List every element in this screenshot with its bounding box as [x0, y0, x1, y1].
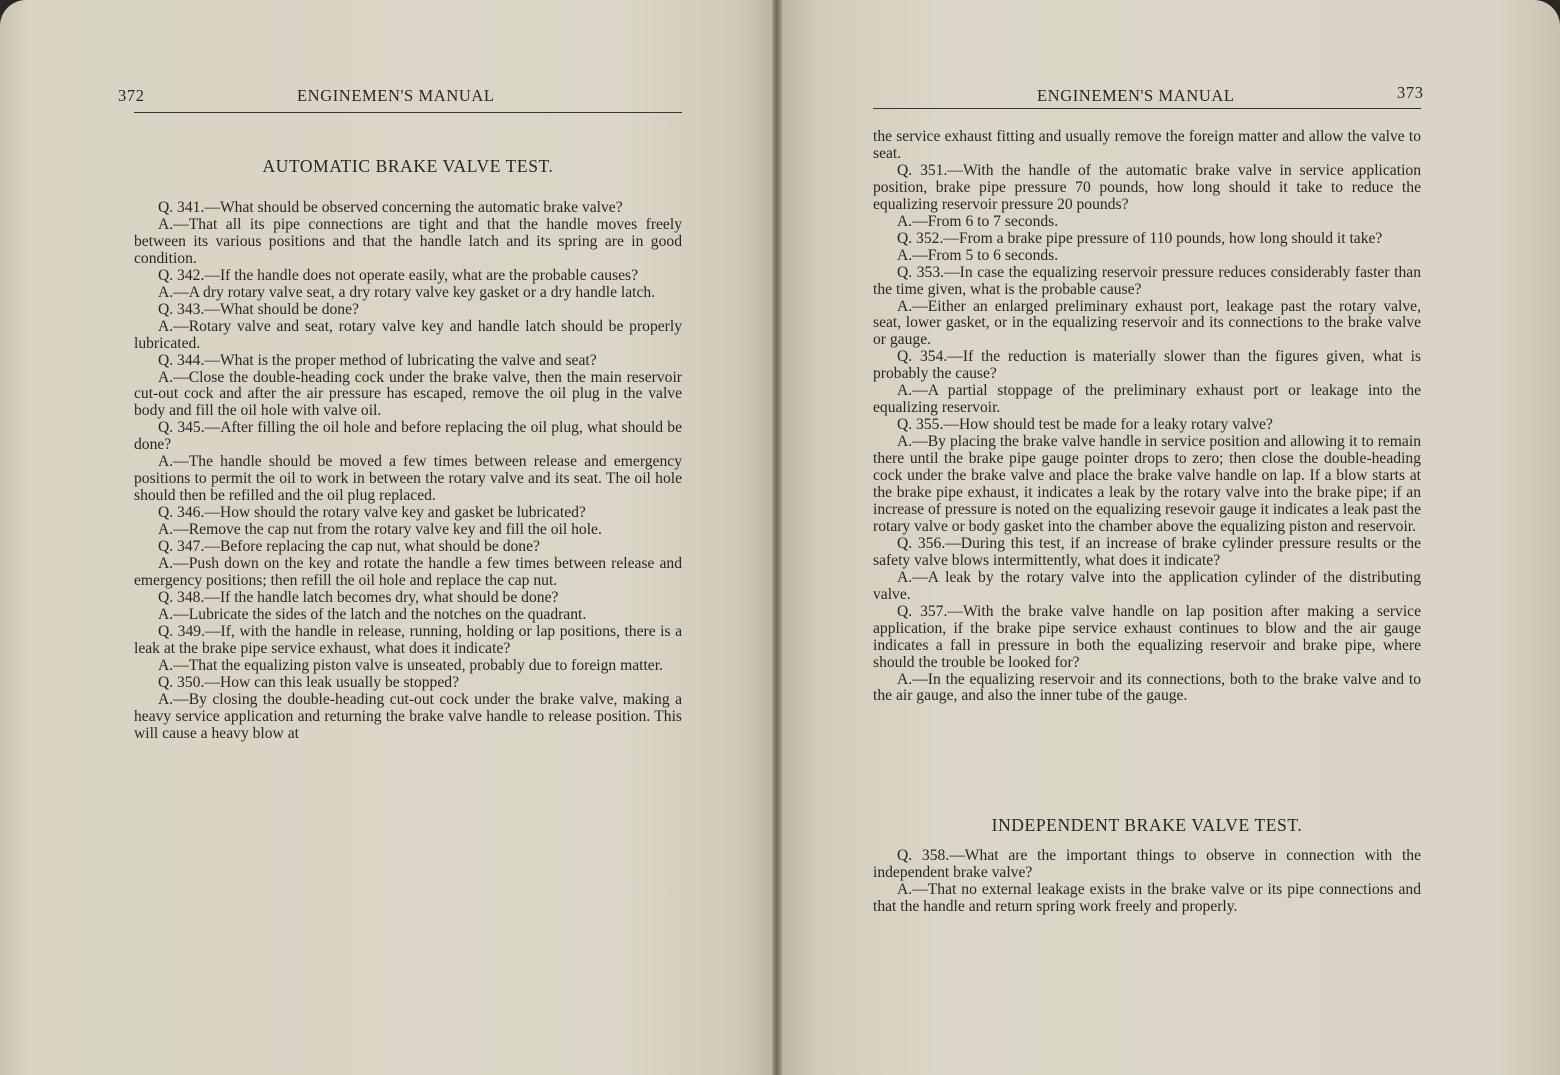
paragraph: Q. 347.—Before replacing the cap nut, what should be done?	[158, 538, 540, 556]
paragraph: Q. 351.—With the handle of the automatic brake valve in service application position, brake pipe pressure 70 pounds, how long should it take to reduce the equalizing reservoir pressure 20 pounds?	[873, 161, 1421, 213]
paragraph: A.—Close the double-heading cock under the brake valve, then the main reservoir cut-out cock and after the air pressure has escaped, remove the oil plug in the valve body and fill the oil hole with valve oil.	[134, 368, 682, 420]
right-body-text-bottom	[873, 848, 1421, 916]
right-page-number: 373	[1397, 83, 1424, 102]
left-section-title: AUTOMATIC BRAKE VALVE TEST.	[262, 156, 554, 176]
paragraph: Q. 349.—If, with the handle in release, running, holding or lap positions, there is a leak at the brake pipe service exhaust, what does it indicate?	[134, 622, 682, 657]
right-running-title: ENGINEMEN'S MANUAL	[1037, 86, 1235, 105]
paragraph: A.—By closing the double-heading cut-out cock under the brake valve, making a heavy service application and returning the brake valve handle to release position. This will cause a heavy blow at	[134, 690, 682, 742]
paragraph: Q. 353.—In case the equalizing reservoir pressure reduces considerably faster than the time given, what is the probable cause?	[873, 263, 1421, 298]
paragraph: Q. 357.—With the brake valve handle on lap position after making a service application, if the brake pipe service exhaust continues to blow and the air gauge indicates a fall in pressure in both the equalizing reservoir and brake pipe, where should the trouble be looked for?	[873, 602, 1421, 671]
paragraph: A.—In the equalizing reservoir and its connections, both to the brake valve and to the air gauge, and also the inner tube of the gauge.	[873, 670, 1421, 705]
paragraph: Q. 354.—If the reduction is materially slower than the figures given, what is probably the cause?	[873, 348, 1421, 383]
paragraph: Q. 356.—During this test, if an increase of brake cylinder pressure results or the safety valve blows intermittently, what does it indicate?	[873, 534, 1421, 569]
paragraph: Q. 343.—What should be done?	[158, 300, 359, 318]
right-section-title: INDEPENDENT BRAKE VALVE TEST.	[991, 815, 1303, 835]
paragraph: the service exhaust fitting and usually remove the foreign matter and allow the valve to seat.	[873, 128, 1421, 162]
right-page	[778, 0, 1560, 1075]
right-body-text-top	[873, 129, 1421, 705]
paragraph: Q. 342.—If the handle does not operate easily, what are the probable causes?	[158, 266, 639, 284]
paragraph: Q. 352.—From a brake pipe pressure of 110 pounds, how long should it take?	[897, 229, 1383, 247]
paragraph: Q. 346.—How should the rotary valve key and gasket be lubricated?	[158, 504, 586, 522]
paragraph: A.—A partial stoppage of the preliminary exhaust port or leakage into the equalizing reservoir.	[873, 382, 1421, 417]
paragraph: Q. 348.—If the handle latch becomes dry, what should be done?	[158, 588, 559, 606]
paragraph: A.—Remove the cap nut from the rotary valve key and fill the oil hole.	[158, 521, 602, 539]
paragraph: Q. 341.—What should be observed concerning the automatic brake valve?	[158, 199, 623, 216]
paragraph: Q. 344.—What is the proper method of lubricating the valve and seat?	[158, 351, 597, 369]
paragraph: A.—The handle should be moved a few times between release and emergency positions to permit the oil to work in between the rotary valve and its seat. The oil hole should then be refilled and the oil plug replaced.	[134, 453, 682, 505]
paragraph: A.—Rotary valve and seat, rotary valve key and handle latch should be properly lubricated.	[134, 317, 682, 352]
paragraph: A.—Either an enlarged preliminary exhaust port, leakage past the rotary valve, seat, lower gasket, or in the equalizing reservoir and its connections to the brake valve or gauge.	[873, 297, 1421, 349]
paragraph: A.—Lubricate the sides of the latch and the notches on the quadrant.	[158, 605, 587, 623]
paragraph: A.—From 5 to 6 seconds.	[897, 246, 1059, 264]
paragraph: A.—That all its pipe connections are tight and that the handle moves freely between its various positions and that the handle latch and its spring are in good condition.	[134, 215, 682, 267]
book-spine-gutter	[772, 0, 782, 1075]
paragraph: A.—By placing the brake valve handle in service position and allowing it to remain there until the brake pipe gauge pointer drops to zero; then close the double-heading cock under the brake valve and place the brake valve handle on lap. If a blow starts at the brake pipe exhaust, it indicates a leak by the rotary valve into the brake pipe; if an increase of pressure is noted on the equalizing resevoir gauge it indicates a leak past the rotary valve or body gasket into the chamber above the equalizing piston and reservoir.	[873, 433, 1421, 535]
paragraph: Q. 350.—How can this leak usually be stopped?	[158, 673, 459, 691]
paragraph: Q. 358.—What are the important things to observe in connection with the independent brake valve?	[873, 847, 1421, 881]
paragraph: A.—From 6 to 7 seconds.	[897, 212, 1059, 230]
paragraph: A.—Push down on the key and rotate the handle a few times between release and emergency positions; then refill the oil hole and replace the cap nut.	[134, 555, 682, 589]
paragraph: Q. 345.—After filling the oil hole and before replacing the oil plug, what should be done?	[134, 419, 682, 454]
paragraph: A.—A dry rotary valve seat, a dry rotary valve key gasket or a dry handle latch.	[158, 283, 656, 301]
left-page	[0, 0, 778, 1075]
left-running-title: ENGINEMEN'S MANUAL	[297, 86, 495, 105]
paragraph: Q. 355.—How should test be made for a leaky rotary valve?	[897, 416, 1273, 434]
paragraph: A.—That the equalizing piston valve is unseated, probably due to foreign matter.	[158, 656, 663, 674]
paragraph: A.—That no external leakage exists in the brake valve or its pipe connections and that the handle and return spring work freely and properly.	[873, 880, 1421, 915]
right-header-rule	[873, 108, 1421, 109]
left-body-text	[134, 200, 682, 743]
left-page-number: 372	[118, 86, 145, 105]
paragraph: A.—A leak by the rotary valve into the application cylinder of the distributing valve.	[873, 568, 1421, 603]
left-header-rule	[134, 112, 682, 113]
